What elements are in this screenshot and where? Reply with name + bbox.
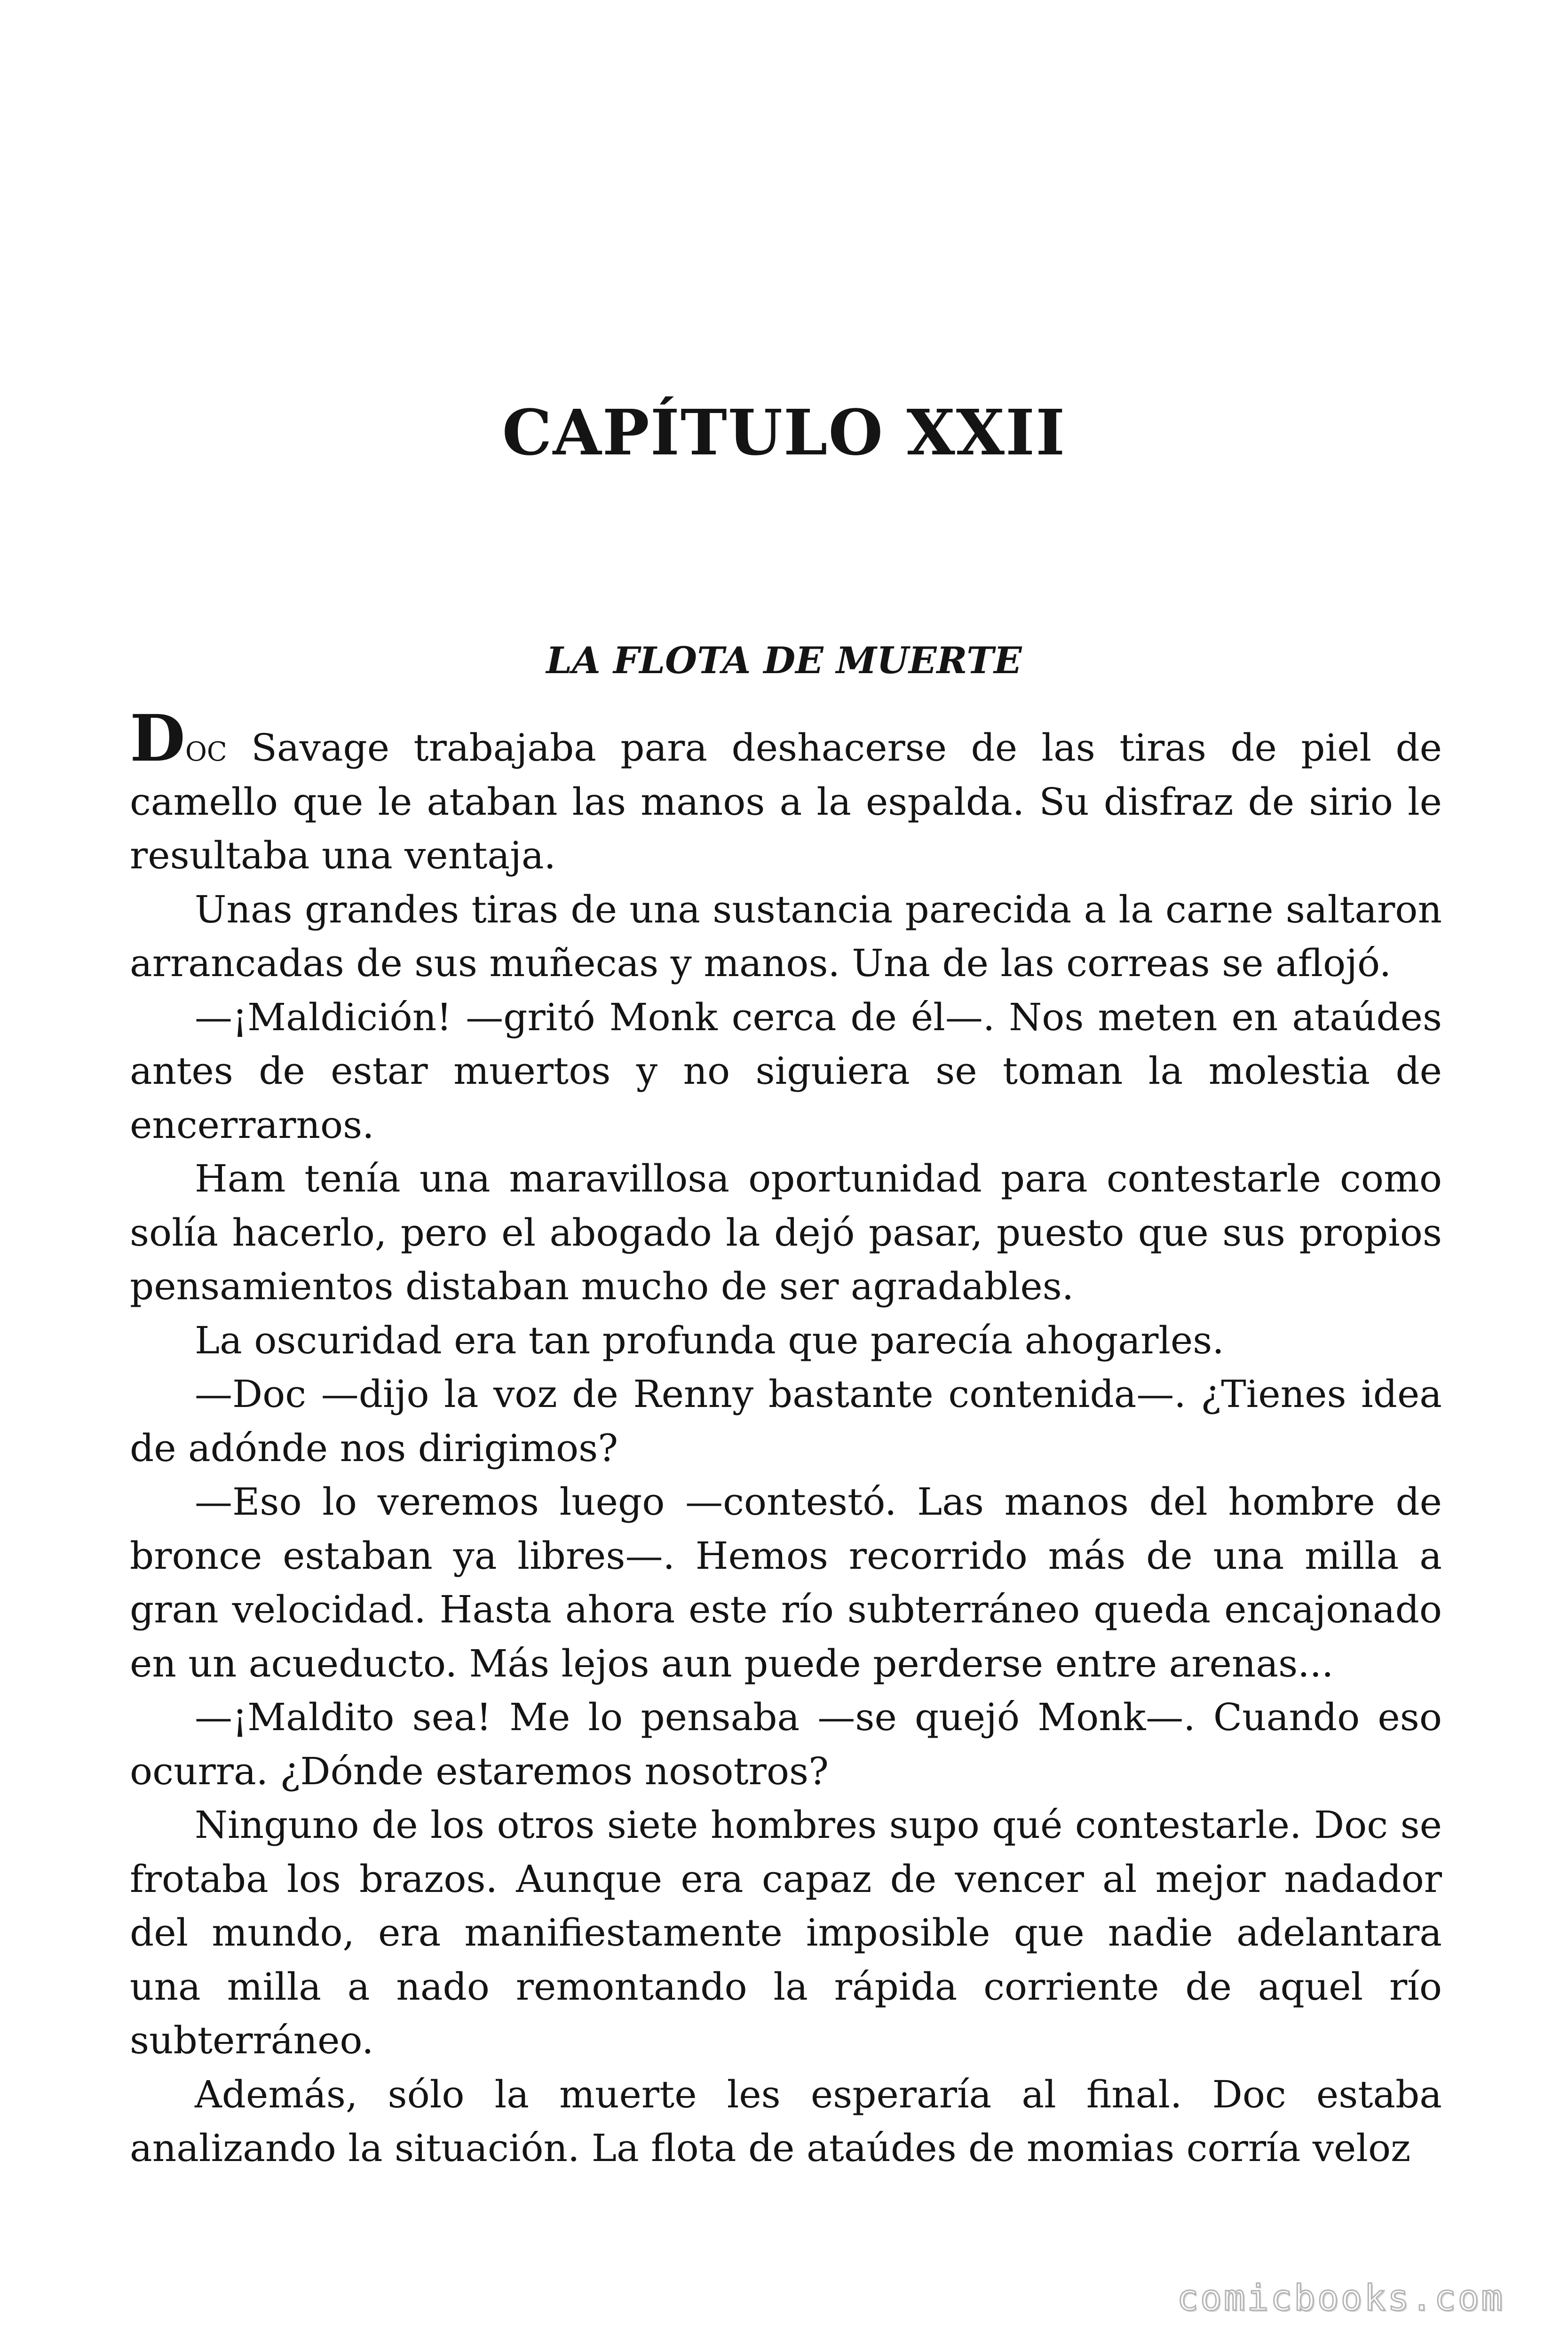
paragraph: —¡Maldición! —gritó Monk cerca de él—. Nos meten en ataúdes antes de estar muertos y no siguiera se toman la molestia de encerrarnos. <box>130 995 1442 1147</box>
opening-smallcaps: oc <box>185 726 227 770</box>
paragraph: Unas grandes tiras de una sustancia parecida a la carne saltaron arrancadas de sus muñecas y manos. Una de las correas se aflojó. <box>130 887 1442 985</box>
paragraph: —Doc —dijo la voz de Renny bastante contenida—. ¿Tienes idea de adónde nos dirigimos? <box>130 1372 1442 1470</box>
chapter-body <box>130 701 1442 2176</box>
chapter-subtitle: LA FLOTA DE MUERTE <box>546 639 1022 682</box>
opening-text: Savage trabajaba para deshacerse de las tiras de piel de camello que le ataban las manos a la espalda. Su disfraz de sirio le resultaba una ventaja. <box>130 726 1442 877</box>
paragraph: La oscuridad era tan profunda que parecía ahogarles. <box>195 1318 1224 1362</box>
watermark: comicbooks.com <box>1177 2277 1505 2319</box>
paragraph: Ninguno de los otros siete hombres supo qué contestarle. Doc se frotaba los brazos. Aunque era capaz de vencer al mejor nadador del mundo, era manifiestamente imposible que nadie adelantara una milla a nado remontando la rápida corriente de aquel río subterráneo. <box>130 1803 1442 2062</box>
drop-cap: D <box>130 701 185 776</box>
paragraph: Ham tenía una maravillosa oportunidad para contestarle como solía hacerlo, pero el abogado la dejó pasar, puesto que sus propios pensamientos distaban mucho de ser agradables. <box>130 1157 1442 1308</box>
paragraph: —Eso lo veremos luego —contestó. Las manos del hombre de bronce estaban ya libres—. Hemos recorrido más de una milla a gran velocidad. Hasta ahora este río subterráneo queda encajonado en un acueducto. Más lejos aun puede perderse entre arenas... <box>130 1480 1442 1685</box>
opening-paragraph <box>130 701 1442 883</box>
paragraph: Además, sólo la muerte les esperaría al final. Doc estaba analizando la situación. La flota de ataúdes de momias corría veloz <box>130 2072 1442 2170</box>
paragraph: —¡Maldito sea! Me lo pensaba —se quejó Monk—. Cuando eso ocurra. ¿Dónde estaremos nosotros? <box>130 1695 1442 1793</box>
chapter-title: CAPÍTULO XXII <box>502 396 1066 469</box>
